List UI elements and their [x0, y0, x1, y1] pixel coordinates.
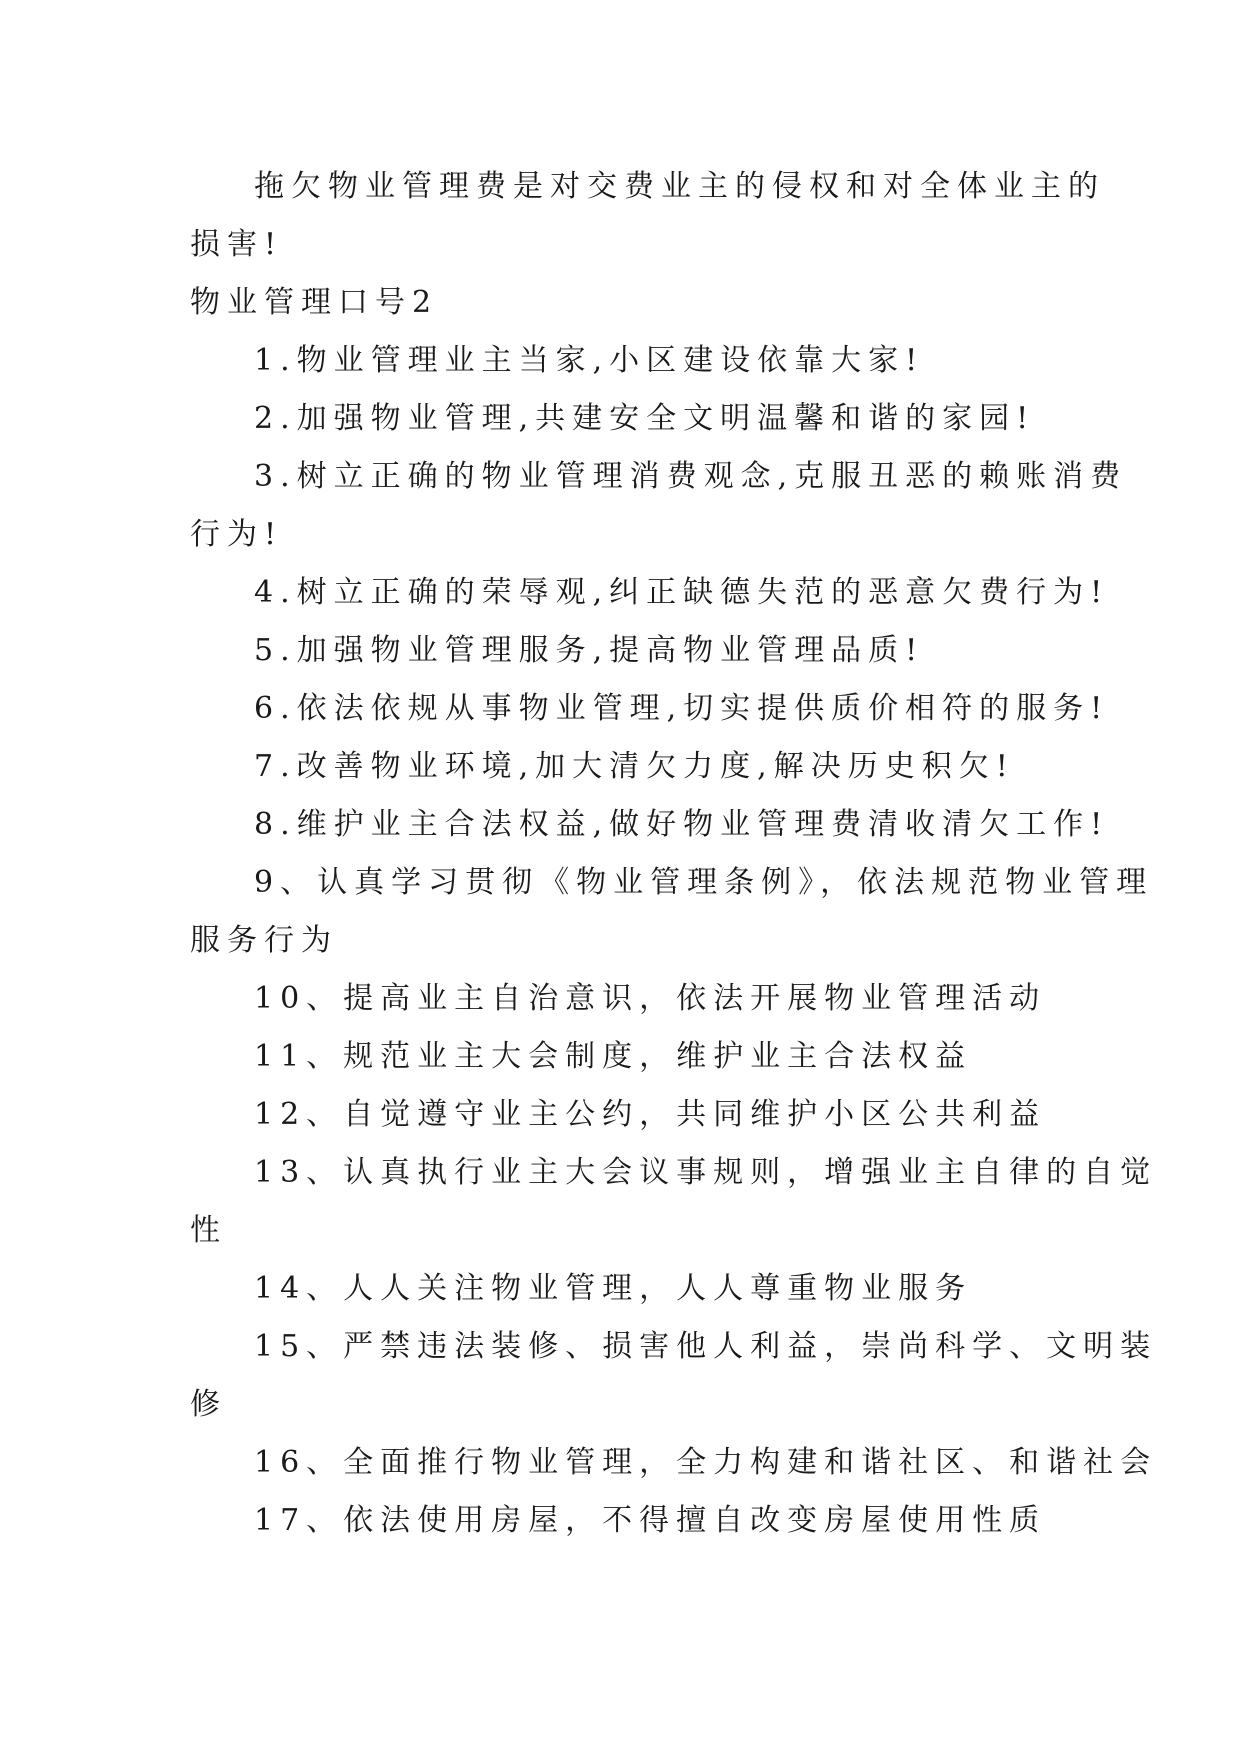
- slogan-item-continuation: 服务行为: [190, 923, 338, 958]
- slogan-item: 17、依法使用房屋，不得擅自改变房屋使用性质: [254, 1503, 1047, 1538]
- slogan-item: 15、严禁违法装修、损害他人利益，崇尚科学、文明装: [254, 1329, 1158, 1364]
- slogan-item: 11、规范业主大会制度，维护业主合法权益: [254, 1039, 973, 1074]
- slogan-item: 10、提高业主自治意识，依法开展物业管理活动: [254, 981, 1047, 1016]
- slogan-item: 5.加强物业管理服务,提高物业管理品质!: [254, 633, 925, 668]
- slogan-item: 7.改善物业环境,加大清欠力度,解决历史积欠!: [254, 749, 1015, 784]
- slogan-item: 9、认真学习贯彻《物业管理条例》，依法规范物业管理: [254, 865, 1154, 900]
- slogan-item-continuation: 修: [190, 1387, 227, 1422]
- slogan-item: 12、自觉遵守业主公约，共同维护小区公共利益: [254, 1097, 1047, 1132]
- slogan-item-continuation: 性: [190, 1213, 227, 1248]
- slogan-item: 2.加强物业管理,共建安全文明温馨和谐的家园!: [254, 401, 1036, 436]
- slogan-item: 4.树立正确的荣辱观,纠正缺德失范的恶意欠费行为!: [254, 575, 1110, 610]
- paragraph-line: 拖欠物业管理费是对交费业主的侵权和对全体业主的: [254, 169, 1105, 204]
- slogan-item: 13、认真执行业主大会议事规则，增强业主自律的自觉: [254, 1155, 1158, 1190]
- slogan-item: 14、人人关注物业管理，人人尊重物业服务: [254, 1271, 973, 1306]
- slogan-item-continuation: 行为!: [190, 517, 284, 552]
- slogan-item: 8.维护业主合法权益,做好物业管理费清收清欠工作!: [254, 807, 1110, 842]
- document-page: [190, 158, 1158, 1550]
- slogan-item: 16、全面推行物业管理，全力构建和谐社区、和谐社会: [254, 1445, 1158, 1480]
- slogan-item: 3.树立正确的物业管理消费观念,克服丑恶的赖账消费: [254, 459, 1128, 494]
- slogan-item: 6.依法依规从事物业管理,切实提供质价相符的服务!: [254, 691, 1110, 726]
- section-heading: 物业管理口号2: [190, 285, 439, 320]
- paragraph-line: 损害!: [190, 227, 284, 262]
- slogan-item: 1.物业管理业主当家,小区建设依靠大家!: [254, 343, 925, 378]
